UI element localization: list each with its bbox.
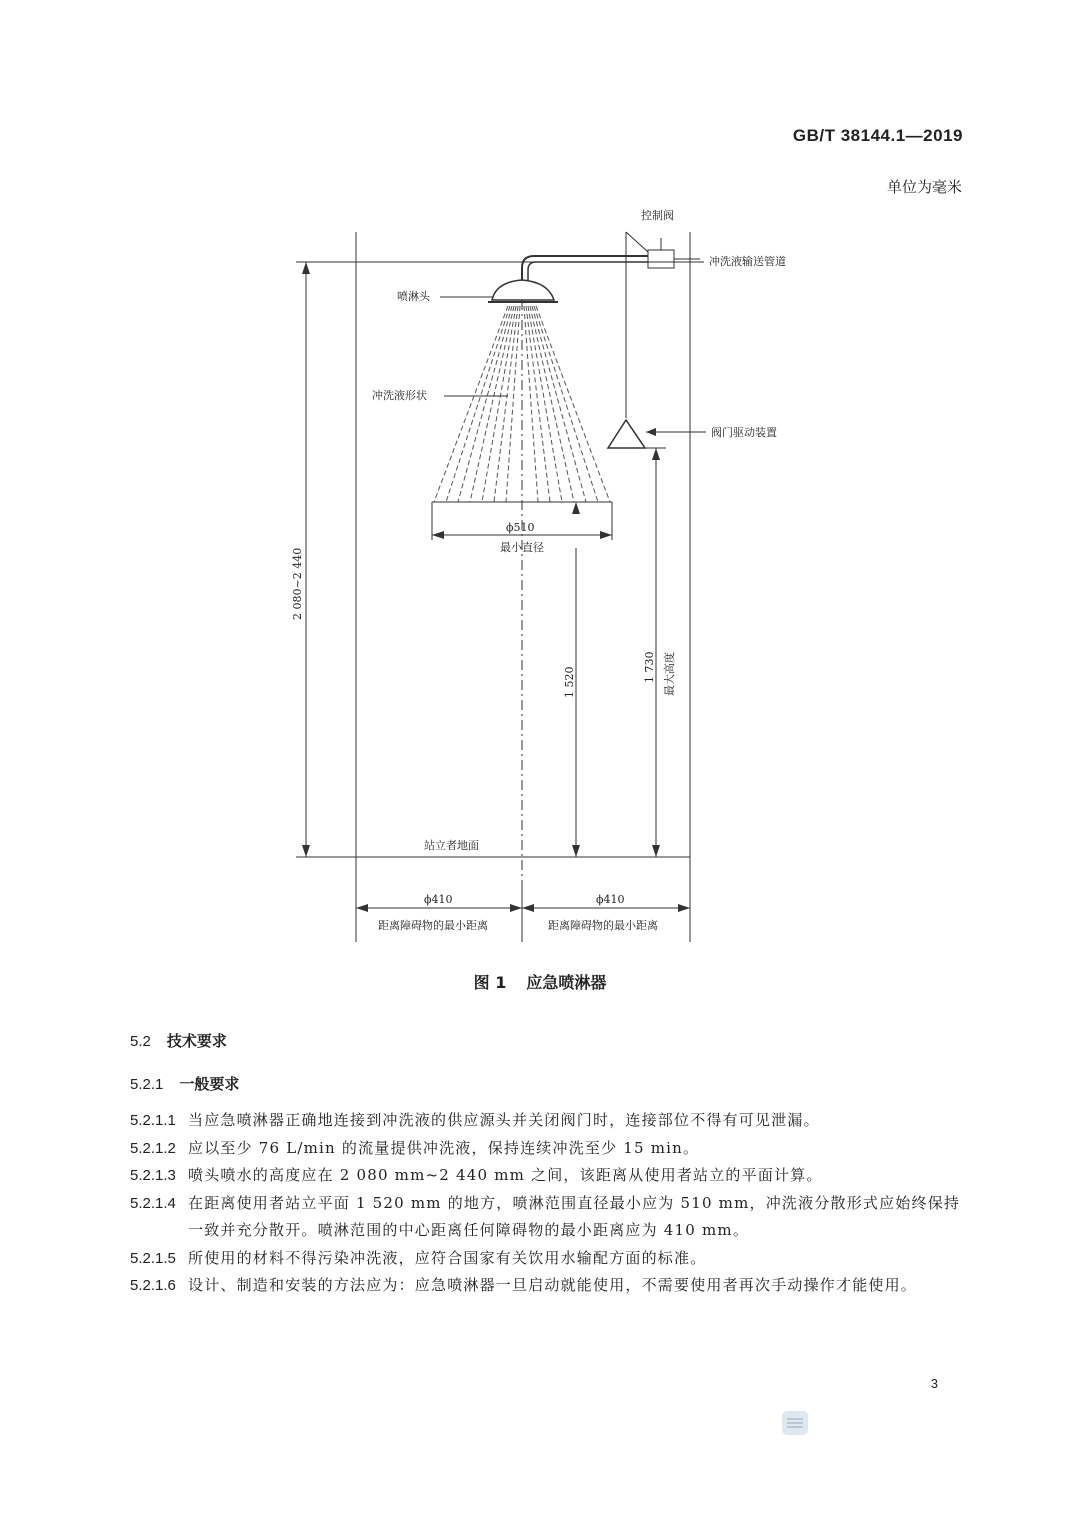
clause-text: 在距离使用者站立平面 1 520 mm 的地方，喷淋范围直径最小应为 510 mm，冲洗液分散形式应始终保持一致并充分散开。喷淋范围的中心距离任何障碍物的最小距离应为 410 mm。 bbox=[188, 1193, 961, 1239]
section-number: 5.2 bbox=[130, 1033, 151, 1050]
clause-number: 5.2.1.1 bbox=[130, 1112, 176, 1129]
page-number: 3 bbox=[930, 1376, 938, 1391]
clause-list bbox=[130, 1107, 965, 1300]
clearance-right-caption: 距离障碍物的最小距离 bbox=[548, 919, 658, 932]
valve-actuator-label: 阀门驱动装置 bbox=[711, 426, 777, 439]
supply-pipe-shape bbox=[522, 256, 648, 280]
shower-head-label: 喷淋头 bbox=[397, 290, 430, 303]
clause-text: 设计、制造和安装的方法应为：应急喷淋器一旦启动就能使用，不需要使用者再次手动操作才能使用。 bbox=[188, 1276, 918, 1294]
clause-item bbox=[130, 1190, 965, 1245]
section-heading-5-2-1 bbox=[130, 1073, 239, 1094]
section-title: 技术要求 bbox=[166, 1032, 227, 1050]
watermark-logo-icon bbox=[781, 1410, 809, 1436]
floor-label: 站立者地面 bbox=[424, 839, 479, 852]
section-heading-5-2 bbox=[130, 1030, 227, 1051]
clause-number: 5.2.1.3 bbox=[130, 1167, 176, 1184]
supply-pipe-label: 冲洗液输送管道 bbox=[709, 255, 786, 268]
figure-caption-number: 图 1 bbox=[473, 973, 507, 992]
clearance-left-caption: 距离障碍物的最小距离 bbox=[378, 919, 488, 932]
figure-caption-title: 应急喷淋器 bbox=[526, 973, 607, 992]
clause-number: 5.2.1.2 bbox=[130, 1139, 176, 1157]
clause-text: 应以至少 76 L/min 的流量提供冲洗液，保持连续冲洗至少 15 min。 bbox=[188, 1138, 700, 1157]
spray-pattern-label: 冲洗液形状 bbox=[372, 389, 427, 402]
clause-text: 当应急喷淋器正确地连接到冲洗液的供应源头并关闭阀门时，连接部位不得有可见泄漏。 bbox=[188, 1111, 820, 1129]
clause-item bbox=[130, 1162, 965, 1190]
section-title: 一般要求 bbox=[179, 1075, 240, 1093]
clause-text: 喷头喷水的高度应在 2 080 mm~2 440 mm 之间，该距离从使用者站立的平面计算。 bbox=[188, 1166, 823, 1184]
standard-code: GB/T 38144.1—2019 bbox=[792, 126, 963, 145]
clause-number: 5.2.1.5 bbox=[130, 1249, 176, 1267]
shower-head-shape bbox=[492, 280, 554, 300]
clause-item bbox=[130, 1272, 965, 1300]
control-valve-label: 控制阀 bbox=[641, 209, 674, 222]
clause-item bbox=[130, 1107, 965, 1135]
actuator-height-label: 1 730 bbox=[643, 651, 656, 683]
clause-item bbox=[130, 1245, 965, 1273]
unit-note: 单位为毫米 bbox=[886, 178, 962, 196]
pattern-height-label: 1 520 bbox=[563, 666, 576, 698]
clause-number: 5.2.1.6 bbox=[130, 1277, 176, 1294]
clearance-right-value: ϕ410 bbox=[596, 893, 625, 906]
figure-caption bbox=[0, 970, 1080, 993]
diameter-value: ϕ510 bbox=[506, 521, 535, 534]
clause-number: 5.2.1.4 bbox=[130, 1194, 176, 1212]
control-valve-shape bbox=[648, 250, 674, 268]
pull-handle bbox=[608, 420, 645, 448]
actuator-height-caption: 最大高度 bbox=[663, 652, 676, 696]
clause-item bbox=[130, 1135, 965, 1163]
clause-text: 所使用的材料不得污染冲洗液，应符合国家有关饮用水输配方面的标准。 bbox=[188, 1248, 707, 1267]
diameter-caption: 最小直径 bbox=[500, 541, 544, 554]
section-number: 5.2.1 bbox=[130, 1076, 164, 1093]
total-height-label: 2 080~2 440 bbox=[291, 547, 304, 620]
clearance-left-value: ϕ410 bbox=[424, 893, 453, 906]
